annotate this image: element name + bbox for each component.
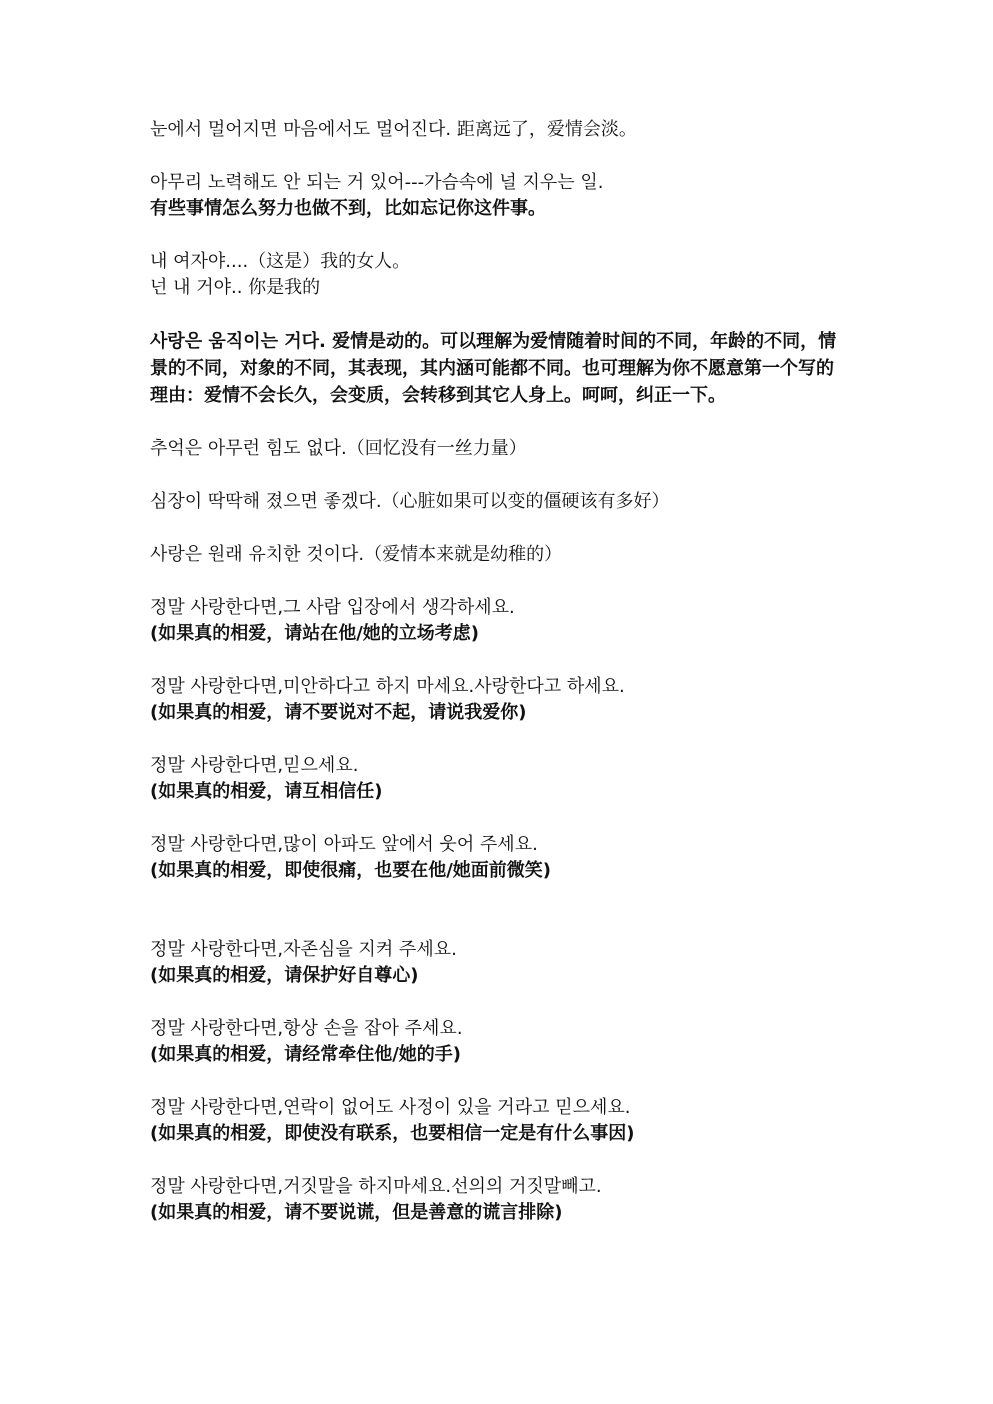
text-line: (如果真的相爱，请保护好自尊心) xyxy=(150,965,419,986)
paragraph-7 xyxy=(150,542,850,568)
text-line: 정말 사랑한다면,연락이 없어도 사정이 있을 거라고 믿으세요. xyxy=(150,1097,631,1118)
text-line: 정말 사랑한다면,믿으세요. xyxy=(150,755,359,776)
paragraph-6 xyxy=(150,489,850,515)
paragraph-15 xyxy=(150,1174,850,1226)
text-line: 내 여자야....（这是）我的女人。 xyxy=(150,251,411,272)
paragraph-11 xyxy=(150,832,850,884)
text-line: (如果真的相爱，请经常牵住他/她的手) xyxy=(150,1044,462,1065)
text-line: (如果真的相爱，请不要说对不起，请说我爱你) xyxy=(150,702,527,723)
paragraph-8 xyxy=(150,595,850,647)
text-line: (如果真的相爱，请不要说谎，但是善意的谎言排除) xyxy=(150,1202,563,1223)
paragraph-4 xyxy=(150,328,850,409)
text-line: 정말 사랑한다면,많이 아파도 앞에서 웃어 주세요. xyxy=(150,834,538,855)
text-line: 정말 사랑한다면,자존심을 지켜 주세요. xyxy=(150,939,457,960)
text-line: (如果真的相爱，即使很痛，也要在他/她面前微笑) xyxy=(150,860,552,881)
text-line: 넌 내 거야.. 你是我的 xyxy=(150,277,321,298)
paragraph-14 xyxy=(150,1095,850,1147)
text-line: 有些事情怎么努力也做不到，比如忘记你这件事。 xyxy=(150,198,546,219)
text-line: (如果真的相爱，即使没有联系，也要相信一定是有什么事因) xyxy=(150,1123,635,1144)
document-body xyxy=(150,117,850,1253)
text-line: 정말 사랑한다면,거짓말을 하지마세요.선의의 거짓말빼고. xyxy=(150,1176,602,1197)
paragraph-10 xyxy=(150,753,850,805)
paragraph-3 xyxy=(150,249,850,301)
text-line: 아무리 노력해도 안 되는 거 있어---가슴속에 널 지우는 일. xyxy=(150,172,604,193)
paragraph-12 xyxy=(150,937,850,989)
text-line: 추억은 아무런 힘도 없다.（回忆没有一丝力量） xyxy=(150,438,527,459)
paragraph-2 xyxy=(150,170,850,222)
paragraph-9 xyxy=(150,674,850,726)
blank-line xyxy=(150,911,850,937)
text-line: (如果真的相爱，请互相信任) xyxy=(150,781,383,802)
text-line: 사랑은 움직이는 거다. 爱情是动的。可以理解为爱情随着时间的不同，年龄的不同，情景的不同，对象的不同，其表现，其内涵可能都不同。也可理解为你不愿意第一个写的理由：爱情不会长久，会变质，会转移到其它人身上。呵呵，纠正一下。 xyxy=(150,331,837,406)
text-line: (如果真的相爱，请站在他/她的立场考虑) xyxy=(150,623,480,644)
text-line: 정말 사랑한다면,항상 손을 잡아 주세요. xyxy=(150,1018,463,1039)
text-line: 정말 사랑한다면,그 사람 입장에서 생각하세요. xyxy=(150,597,515,618)
paragraph-5 xyxy=(150,436,850,462)
text-line: 정말 사랑한다면,미안하다고 하지 마세요.사랑한다고 하세요. xyxy=(150,676,625,697)
text-line: 사랑은 원래 유치한 것이다.（爱情本来就是幼稚的） xyxy=(150,544,563,565)
text-line: 심장이 딱딱해 졌으면 좋겠다.（心脏如果可以变的僵硬该有多好） xyxy=(150,491,670,512)
text-line: 눈에서 멀어지면 마음에서도 멀어진다. 距离远了，爱情会淡。 xyxy=(150,119,637,140)
paragraph-13 xyxy=(150,1016,850,1068)
paragraph-1 xyxy=(150,117,850,143)
